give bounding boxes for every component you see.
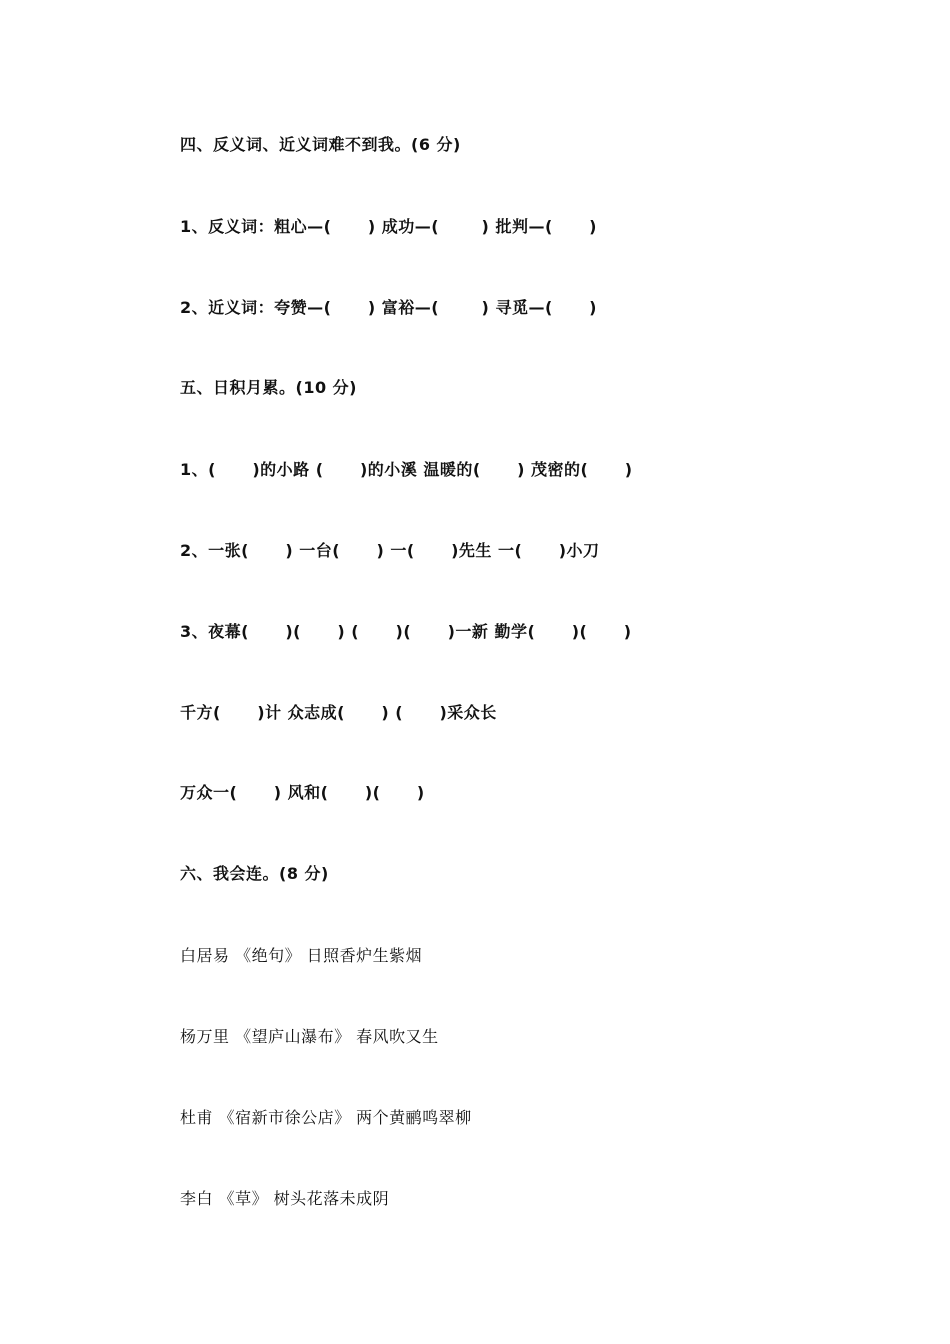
section6-heading: 六、我会连。(8 分) [180,864,329,883]
idiom-question-line2: 千方( )计 众志成( ) ( )采众长 [180,703,497,722]
match-row: 杜甫 《宿新市徐公店》 两个黄鹂鸣翠柳 [180,1108,472,1127]
antonym-question: 1、反义词：粗心—( ) 成功—( ) 批判—( ) [180,217,597,236]
idiom-question-line3: 万众一( ) 风和( )( ) [180,783,425,802]
section4-heading: 四、反义词、近义词难不到我。(6 分) [180,135,461,154]
idiom-question: 3、夜幕( )( ) ( )( )一新 勤学( )( ) [180,622,632,641]
synonym-question: 2、近义词：夸赞—( ) 富裕—( ) 寻觅—( ) [180,298,597,317]
match-row: 白居易 《绝句》 日照香炉生紫烟 [180,946,423,965]
match-row: 杨万里 《望庐山瀑布》 春风吹又生 [180,1027,439,1046]
match-row: 李白 《草》 树头花落未成阴 [180,1189,390,1208]
fill-adjective-question: 1、( )的小路 ( )的小溪 温暖的( ) 茂密的( ) [180,460,633,479]
section5-heading: 五、日积月累。(10 分) [180,378,357,397]
measure-word-question: 2、一张( ) 一台( ) 一( )先生 一( )小刀 [180,541,600,560]
